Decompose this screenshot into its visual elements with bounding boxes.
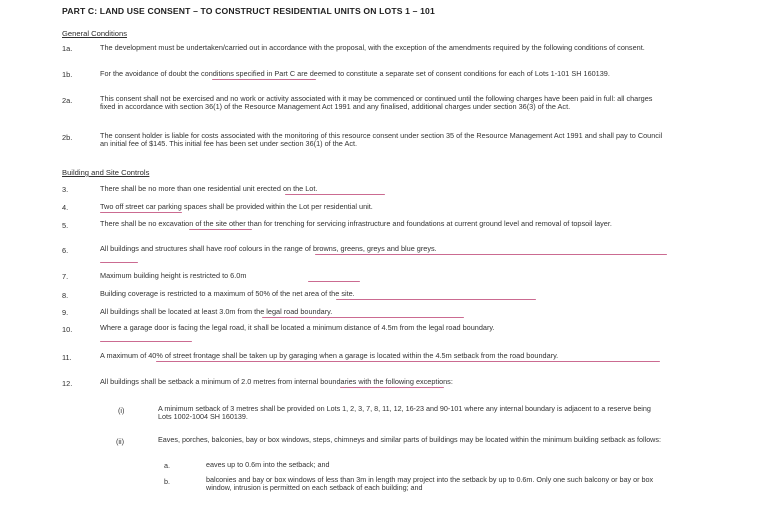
condition-number: 1a. — [62, 44, 73, 53]
condition-text: There shall be no excavation of the site other than for trenching for servicing infrastructure and foundations at current ground level and removal of topsoil layer. — [100, 219, 612, 228]
subitem-letter: a. — [164, 461, 170, 470]
highlight-underline — [262, 317, 464, 318]
subitem-letter: b. — [164, 477, 170, 486]
condition-text: All buildings shall be located at least 3.0m from the legal road boundary. — [100, 307, 333, 316]
condition-text: For the avoidance of doubt the conditions specified in Part C are deemed to constitute a separate set of consent conditions for each of Lots 1-101 SH 160139. — [100, 69, 610, 78]
condition-number: 5. — [62, 221, 69, 230]
highlight-underline — [156, 361, 660, 362]
condition-text: The development must be undertaken/carried out in accordance with the proposal, with the exception of the amendments required by the following conditions of consent. — [100, 43, 645, 52]
condition-number: 2a. — [62, 96, 73, 105]
highlight-underline — [189, 229, 252, 230]
condition-number: 12. — [62, 379, 73, 388]
condition-text: Two off street car parking spaces shall be provided within the Lot per residential unit. — [100, 202, 373, 211]
condition-text: Building coverage is restricted to a maximum of 50% of the net area of the site. — [100, 289, 355, 298]
highlight-underline — [100, 212, 182, 213]
condition-number: 6. — [62, 246, 69, 255]
highlight-underline — [336, 299, 536, 300]
exception-number: (i) — [118, 406, 125, 415]
condition-number: 2b. — [62, 133, 73, 142]
condition-number: 7. — [62, 272, 69, 281]
condition-text: Maximum building height is restricted to 6.0m — [100, 271, 247, 280]
highlight-underline — [340, 387, 444, 388]
exception-text: Eaves, porches, balconies, bay or box windows, steps, chimneys and similar parts of buildings may be located within the minimum building setback as follows: — [158, 435, 661, 444]
highlight-underline — [100, 262, 138, 263]
subitem-text: eaves up to 0.6m into the setback; and — [206, 460, 330, 469]
condition-number: 11. — [62, 353, 72, 362]
highlight-underline — [315, 254, 667, 255]
highlight-underline — [100, 341, 192, 342]
highlight-underline — [308, 281, 360, 282]
exception-number: (ii) — [116, 437, 125, 446]
condition-number: 3. — [62, 185, 69, 194]
condition-number: 8. — [62, 291, 69, 300]
condition-text: The consent holder is liable for costs associated with the monitoring of this resource consent under section 35 of the Resource Management Act 1991 and shall pay to Council an initial fee of $145. This initial fee has been set under section 36(1) of the Act. — [100, 131, 663, 149]
condition-text: Where a garage door is facing the legal road, it shall be located a minimum distance of 4.5m from the legal road boundary. — [100, 323, 495, 332]
general-conditions-heading: General Conditions — [62, 29, 128, 38]
condition-number: 10. — [62, 325, 73, 334]
condition-text: All buildings and structures shall have roof colours in the range of browns, greens, greys and blue greys. — [100, 244, 437, 253]
condition-number: 9. — [62, 308, 69, 317]
condition-number: 1b. — [62, 70, 73, 79]
condition-text: This consent shall not be exercised and no work or activity associated with it may be commenced or continued until the following charges have been paid in full: all charges fixed in accordance with section 36(1) of the Resource Management Act 1991 and any finalised, additional charges under section 36(3) of the Act. — [100, 94, 653, 112]
highlight-underline — [285, 194, 385, 195]
condition-text: There shall be no more than one residential unit erected on the Lot. — [100, 184, 318, 193]
condition-text: A maximum of 40% of street frontage shall be taken up by garaging when a garage is located within the 4.5m setback from the road boundary. — [100, 351, 559, 360]
building-site-controls-heading: Building and Site Controls — [62, 168, 150, 177]
condition-text: All buildings shall be setback a minimum of 2.0 metres from internal boundaries with the following exceptions: — [100, 377, 453, 386]
exception-text: A minimum setback of 3 metres shall be provided on Lots 1, 2, 3, 7, 8, 11, 12, 16-23 and 90-101 where any internal boundary is adjacent to a reserve being Lots 1002-1004 SH 160139. — [158, 404, 651, 421]
subitem-text: balconies and bay or box windows of less than 3m in length may project into the setback by up to 0.6m. Only one such balcony or bay or box window, intrusion is permitted on each setback of each building; and — [206, 475, 654, 492]
condition-number: 4. — [62, 203, 69, 212]
highlight-underline — [212, 79, 316, 80]
page-title: PART C: LAND USE CONSENT – TO CONSTRUCT RESIDENTIAL UNITS ON LOTS 1 – 101 — [62, 6, 435, 16]
